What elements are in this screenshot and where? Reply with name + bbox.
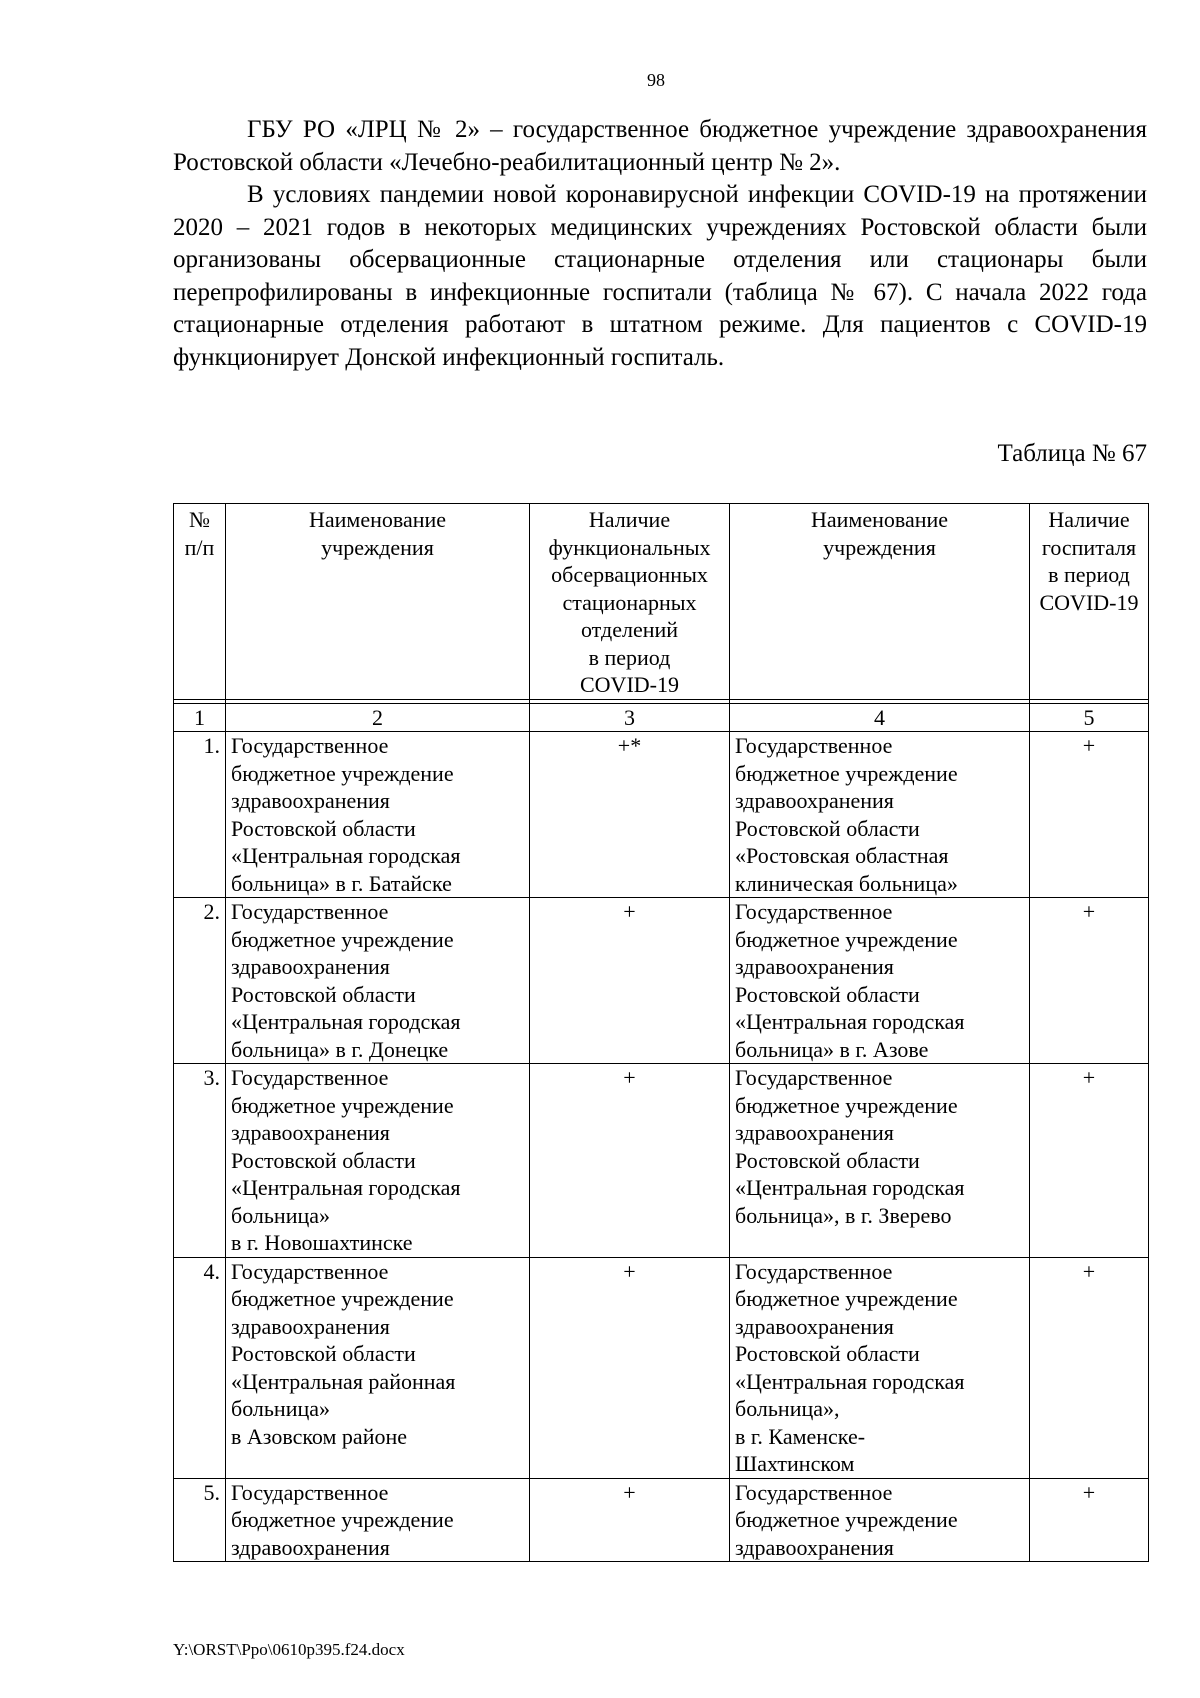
text-line: Ростовской области — [735, 1341, 920, 1366]
institution-name — [226, 898, 530, 1064]
text-line: Государственное — [735, 733, 893, 758]
header-cell — [1030, 504, 1149, 700]
text-line: Ростовской области — [231, 1341, 416, 1366]
text-line: бюджетное учреждение — [231, 1286, 454, 1311]
column-number: 4 — [730, 703, 1030, 732]
text-line: Государственное — [735, 1258, 893, 1284]
header-cell — [226, 504, 530, 700]
header-line: Наличие — [1048, 507, 1130, 532]
text-line: в Азовском районе — [231, 1423, 408, 1449]
observation-mark: + — [530, 1257, 730, 1478]
header-line: отделений — [580, 617, 679, 642]
text-line: здравоохранения — [231, 1120, 390, 1145]
text-line: «Ростовская областная — [735, 843, 949, 868]
hospital-mark: + — [1030, 898, 1149, 1064]
text-line: Государственное — [231, 1479, 389, 1505]
header-line: № — [189, 507, 210, 532]
text-line: Ростовской области — [231, 1147, 416, 1173]
header-cell — [730, 504, 1030, 700]
table-caption: Таблица № 67 — [997, 440, 1147, 467]
header-line: функциональных — [548, 534, 711, 560]
text-line: здравоохранения — [735, 954, 894, 979]
column-number: 5 — [1030, 703, 1149, 732]
text-line: больница» в г. Азове — [735, 1036, 929, 1062]
text-line: больница» в г. Донецке — [231, 1036, 449, 1062]
text-line: «Центральная городская — [231, 1009, 461, 1034]
hospital-name — [730, 898, 1030, 1064]
hospital-name — [730, 732, 1030, 898]
text-line: бюджетное учреждение — [735, 1286, 958, 1311]
column-number: 2 — [226, 703, 530, 732]
hospital-name — [730, 1064, 1030, 1258]
column-number-row — [174, 703, 1149, 732]
row-number: 1. — [174, 732, 226, 898]
text-line: Государственное — [735, 899, 893, 924]
text-line: Государственное — [231, 899, 389, 924]
header-line: Наименование — [308, 507, 447, 532]
table-header-row — [174, 504, 1149, 700]
page-number: 98 — [647, 70, 665, 90]
table-row — [174, 1064, 1149, 1258]
text-line: бюджетное учреждение — [735, 1507, 958, 1532]
text-line: в г. Новошахтинске — [231, 1230, 413, 1255]
text-line: больница» в г. Батайске — [231, 870, 452, 896]
hospital-mark: + — [1030, 732, 1149, 898]
text-line: бюджетное учреждение — [231, 760, 454, 786]
header-line: COVID-19 — [1039, 589, 1139, 615]
header-line: в период — [588, 644, 671, 670]
hospital-mark: + — [1030, 1064, 1149, 1258]
text-line: Ростовской области — [231, 981, 416, 1007]
text-line: Ростовской области — [735, 981, 920, 1007]
text-line: «Центральная городская — [231, 1175, 461, 1200]
text-line: здравоохранения — [735, 788, 894, 813]
header-line: Наименование — [810, 507, 949, 532]
table-row — [174, 732, 1149, 898]
table-row — [174, 1478, 1149, 1562]
text-line: Шахтинском — [735, 1451, 855, 1476]
paragraph: В условиях пандемии новой коронавирусной инфекции COVID-19 на протяжении 2020 – 2021 годов в некоторых медицинских учреждениях Ростовской области были организованы обсервационные стационарные отделения или стационары были перепрофилированы в инфекционные госпитали (таблица № 67). С начала 2022 года стационарные отделения работают в штатном режиме. Для пациентов с COVID-19 функционирует Донской инфекционный госпиталь. — [173, 181, 1147, 371]
column-number: 3 — [530, 703, 730, 732]
hospital-name — [730, 1478, 1030, 1562]
text-line: здравоохранения — [735, 1313, 894, 1339]
table-row — [174, 1257, 1149, 1478]
text-line: здравоохранения — [231, 1313, 390, 1339]
text-line: «Центральная городская — [735, 1175, 965, 1200]
text-line: «Центральная районная — [231, 1368, 456, 1394]
text-line: «Центральная городская — [231, 843, 461, 868]
row-number: 3. — [174, 1064, 226, 1258]
text-line: бюджетное учреждение — [735, 760, 958, 786]
observation-mark: + — [530, 898, 730, 1064]
institution-name — [226, 1257, 530, 1478]
text-line: в г. Каменске- — [735, 1423, 866, 1449]
institutions-table — [173, 503, 1149, 1562]
text-line: «Центральная городская — [735, 1368, 965, 1394]
text-line: бюджетное учреждение — [735, 926, 958, 952]
header-line: COVID-19 — [580, 672, 679, 697]
text-line: Ростовской области — [735, 815, 920, 841]
header-line: п/п — [184, 534, 215, 560]
footer-file-path: Y:\ORST\Ppo\0610p395.f24.docx — [173, 1640, 405, 1659]
header-line: стационарных — [562, 589, 697, 615]
column-number: 1 — [174, 703, 226, 732]
institution-name — [226, 1064, 530, 1258]
observation-mark: + — [530, 1478, 730, 1562]
text-line: Государственное — [231, 1258, 389, 1284]
text-line: бюджетное учреждение — [231, 1092, 454, 1118]
text-line: «Центральная городская — [735, 1009, 965, 1034]
text-line: больница», в г. Зверево — [735, 1202, 952, 1228]
text-line: больница» — [231, 1396, 330, 1421]
text-line: больница» — [231, 1202, 330, 1228]
text-line: больница», — [735, 1396, 840, 1421]
row-number: 5. — [174, 1478, 226, 1562]
text-line: Государственное — [735, 1479, 893, 1505]
text-line: здравоохранения — [231, 954, 390, 979]
text-line: Государственное — [231, 733, 389, 758]
header-line: Наличие — [588, 507, 671, 532]
observation-mark: +* — [530, 732, 730, 898]
institution-name — [226, 732, 530, 898]
observation-mark: + — [530, 1064, 730, 1258]
header-cell — [174, 504, 226, 700]
header-cell — [530, 504, 730, 700]
text-line: здравоохранения — [735, 1534, 894, 1560]
table-row — [174, 898, 1149, 1064]
header-line: в период — [1048, 562, 1130, 587]
text-line: Ростовской области — [735, 1147, 920, 1173]
row-number: 2. — [174, 898, 226, 1064]
header-line: учреждения — [823, 534, 936, 560]
hospital-mark: + — [1030, 1257, 1149, 1478]
institution-name — [226, 1478, 530, 1562]
text-line: здравоохранения — [231, 788, 390, 813]
hospital-name — [730, 1257, 1030, 1478]
header-line: учреждения — [321, 534, 434, 560]
header-line: обсервационных — [551, 562, 708, 587]
row-number: 4. — [174, 1257, 226, 1478]
text-line: бюджетное учреждение — [231, 926, 454, 952]
body-text — [173, 114, 1147, 374]
text-line: здравоохранения — [231, 1534, 390, 1560]
text-line: клиническая больница» — [735, 870, 958, 896]
text-line: бюджетное учреждение — [735, 1092, 958, 1118]
paragraph: ГБУ РО «ЛРЦ № 2» – государственное бюджетное учреждение здравоохранения Ростовской области «Лечебно-реабилитационный центр № 2». — [173, 116, 1147, 176]
hospital-mark: + — [1030, 1478, 1149, 1562]
header-line: госпиталя — [1041, 534, 1137, 560]
text-line: бюджетное учреждение — [231, 1507, 454, 1532]
text-line: здравоохранения — [735, 1120, 894, 1145]
text-line: Государственное — [231, 1065, 389, 1090]
text-line: Ростовской области — [231, 815, 416, 841]
text-line: Государственное — [735, 1065, 893, 1090]
